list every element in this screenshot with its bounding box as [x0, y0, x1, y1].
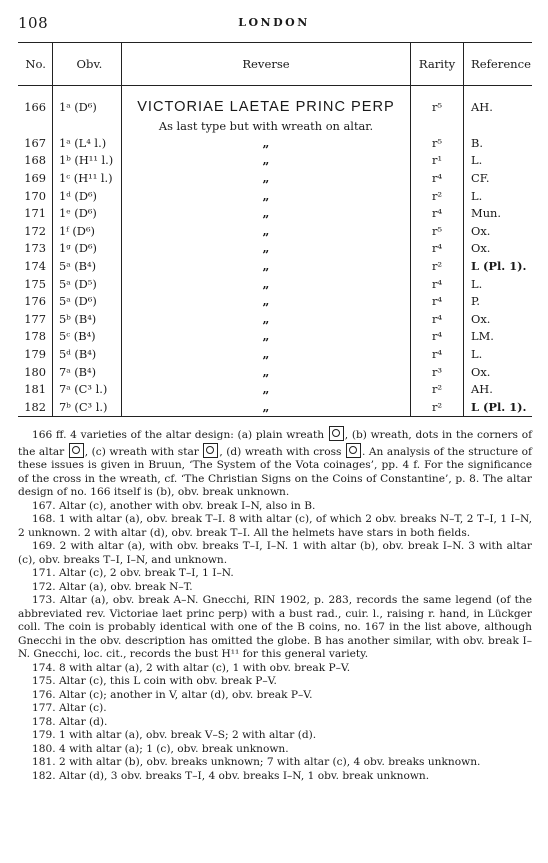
row-number: 169 [18, 169, 52, 187]
row-reverse-ditto: „ [121, 222, 410, 240]
row-reverse-ditto: „ [121, 134, 410, 152]
note-181: 181. 2 with altar (b), obv. breaks unknown; 7 with altar (c), 4 obv. breaks unknown. [32, 756, 481, 768]
table-body [18, 86, 532, 417]
row-rarity: r⁴ [411, 310, 464, 328]
note-174: 174. 8 with altar (a), 2 with altar (c), 1 with obv. break P–V. [32, 661, 351, 674]
row-rarity: r³ [411, 363, 464, 381]
row-obverse: 1ᶠ (D⁶) [52, 222, 121, 240]
row-reference: Ox. [471, 223, 491, 238]
col-header-reference: Reference [464, 43, 532, 86]
row-obverse: 1ᵉ (D⁶) [52, 204, 121, 222]
table-row [18, 222, 532, 240]
row-reverse-ditto: „ [121, 310, 410, 328]
row-reference: P. [471, 294, 481, 309]
row-obverse: 1ᵇ (H¹¹ l.) [52, 152, 121, 170]
row-rarity: r⁵ [411, 96, 464, 118]
row-reverse-ditto: „ [121, 328, 410, 346]
table-row [18, 187, 532, 205]
plain-wreath-icon [329, 426, 344, 441]
row-reference: L. [471, 153, 483, 168]
row-number: 177 [18, 310, 52, 328]
row-rarity: r⁵ [411, 222, 464, 240]
note-171: 171. Altar (c), 2 obv. break T–I, 1 I–N. [32, 567, 234, 579]
row-rarity: r⁴ [411, 240, 464, 258]
note-172: 172. Altar (a), obv. break N–T. [32, 580, 193, 593]
page-number: 108 [18, 14, 49, 32]
note-178: 178. Altar (d). [32, 715, 108, 728]
row-reference: B. [471, 135, 484, 150]
table-row [18, 380, 532, 398]
row-obverse: 5ᵈ (B⁴) [52, 345, 121, 363]
row-reference: Ox. [471, 364, 491, 379]
row-obverse: 7ᵃ (C³ l.) [52, 380, 121, 398]
note-180: 180. 4 with altar (a); 1 (c), obv. break unknown. [32, 742, 289, 755]
row-rarity-blank [411, 118, 464, 134]
note-166: 166 ff. 4 varieties of the altar design: (a) plain wreath , (b) wreath, dots in the corners of the altar , (c) wreath with star , (d) wreath with cross . An analysis of the structure of these issues is given in Bruun, ‘The System of the Vota coinages’, pp. 4 f. For the significance of the cross in the wreath, cf. ‘The Christian Signs on the Coins of Constantine’, p. 8. The altar design of no. 166 itself is (b), obv. break unknown. [18, 426, 532, 500]
wreath-cross-icon [346, 443, 361, 458]
table-row [18, 169, 532, 187]
note-176: 176. Altar (c); another in V, altar (d), obv. break P–V. [32, 688, 313, 701]
table-row [18, 240, 532, 258]
row-number: 167 [18, 134, 52, 152]
row-number: 182 [18, 398, 52, 416]
row-rarity: r⁴ [411, 169, 464, 187]
col-header-reverse: Reverse [121, 43, 410, 86]
row-rarity: r¹ [411, 152, 464, 170]
wreath-star-icon [203, 443, 218, 458]
row-reference: L. [471, 276, 483, 291]
row-rarity: r² [411, 380, 464, 398]
row-obverse: 5ᵃ (D⁵) [52, 275, 121, 293]
row-number: 174 [18, 257, 52, 275]
row-reference: L. [471, 346, 483, 361]
row-reference: Ox. [471, 311, 491, 326]
row-rarity: r⁴ [411, 275, 464, 293]
row-rarity: r⁴ [411, 345, 464, 363]
row-reference: L (Pl. 1). [471, 258, 527, 273]
row-number: 172 [18, 222, 52, 240]
col-header-no: No. [18, 43, 52, 86]
note-175: 175. Altar (c), this L coin with obv. break P–V. [32, 675, 277, 687]
row-obverse: 5ᵇ (B⁴) [52, 310, 121, 328]
row-reference: AH. [471, 382, 493, 397]
row-obverse: 5ᶜ (B⁴) [52, 328, 121, 346]
note-182: 182. Altar (d), 3 obv. breaks T–I, 4 obv. breaks I–N, 1 obv. break unknown. [32, 769, 430, 782]
page-header [18, 14, 530, 34]
row-reference: Mun. [471, 206, 501, 221]
row-number: 171 [18, 204, 52, 222]
row-reverse-ditto: „ [121, 380, 410, 398]
row-reverse-ditto: „ [121, 152, 410, 170]
table-subline-row [18, 118, 532, 134]
col-header-obv: Obv. [52, 43, 121, 86]
note-169: 169. 2 with altar (a), with obv. breaks T–I, I–N. 1 with altar (b), obv. break I–N. 3 with altar (c), obv. breaks T–I, I–N, and unknown. [18, 540, 532, 566]
row-obverse: 1ᶜ (H¹¹ l.) [52, 169, 121, 187]
wreath-dots-icon [69, 443, 84, 458]
row-number: 180 [18, 363, 52, 381]
row-reference: CF. [471, 170, 490, 185]
row-reverse-ditto: „ [121, 240, 410, 258]
row-rarity: r⁴ [411, 328, 464, 346]
note-168: 168. 1 with altar (a), obv. break T–I. 8 with altar (c), of which 2 obv. breaks N–T, 2 T–I, 1 I–N, 2 unknown. 2 with altar (d), obv. break T–I. All the helmets have stars in both fields. [18, 513, 532, 539]
commentary-notes [18, 426, 532, 783]
row-reverse-ditto: „ [121, 275, 410, 293]
row-reference: L. [471, 188, 483, 203]
table-row [18, 363, 532, 381]
table-row [18, 292, 532, 310]
row-reference: AH. [471, 100, 493, 114]
row-number: 166 [18, 96, 52, 118]
row-reverse-legend: VICTORIAE LAETAE PRINC PERP [121, 96, 410, 118]
note-173: 173. Altar (a), obv. break A–N. Gnecchi, RIN 1902, p. 283, records the same legend (of the abbreviated rev. Victoriae laet princ perp) with a bust rad., cuir. l., raising r. hand, in Lückger coll. The coin is probably identical with one of the B coins, no. 167 in the list above, although Gnecchi in the obv. description has omitted the globe. B has another similar, with obv. break I–N. Gnecchi, loc. cit., records the bust H¹¹ for this general variety. [18, 594, 532, 660]
row-obverse: 1ᵃ (L⁴ l.) [52, 134, 121, 152]
row-reverse-subline: As last type but with wreath on altar. [121, 118, 410, 134]
table-row [18, 134, 532, 152]
row-rarity: r⁴ [411, 292, 464, 310]
table-row [18, 96, 532, 118]
row-reverse-ditto: „ [121, 257, 410, 275]
table-row [18, 345, 532, 363]
table-row [18, 398, 532, 416]
row-obverse: 7ᵇ (C³ l.) [52, 398, 121, 416]
row-rarity: r² [411, 187, 464, 205]
table-row [18, 204, 532, 222]
col-header-rarity: Rarity [411, 43, 464, 86]
row-obverse: 1ᵍ (D⁶) [52, 240, 121, 258]
table-header-row [18, 43, 532, 86]
row-rarity: r² [411, 398, 464, 416]
row-reference-blank [464, 118, 532, 134]
note-179: 179. 1 with altar (a), obv. break V–S; 2 with altar (d). [32, 729, 317, 741]
table-row [18, 152, 532, 170]
row-number: 179 [18, 345, 52, 363]
row-reverse-ditto: „ [121, 292, 410, 310]
row-obverse: 5ᵃ (D⁶) [52, 292, 121, 310]
row-reference: LM. [471, 329, 494, 344]
note-177: 177. Altar (c). [32, 702, 107, 714]
running-title: LONDON [238, 16, 310, 29]
row-reverse-ditto: „ [121, 187, 410, 205]
row-reverse-ditto: „ [121, 169, 410, 187]
row-obverse: 5ᵃ (B⁴) [52, 257, 121, 275]
row-number: 173 [18, 240, 52, 258]
coin-table [18, 42, 532, 417]
row-number: 181 [18, 380, 52, 398]
row-obverse-blank [52, 118, 121, 134]
row-rarity: r² [411, 257, 464, 275]
row-reverse-ditto: „ [121, 345, 410, 363]
table-row [18, 275, 532, 293]
row-number: 168 [18, 152, 52, 170]
row-number: 176 [18, 292, 52, 310]
row-obverse: 1ᵃ (D⁶) [52, 96, 121, 118]
note-167: 167. Altar (c), another with obv. break I–N, also in B. [32, 499, 316, 512]
table-row [18, 310, 532, 328]
row-reference: Ox. [471, 241, 491, 256]
row-number: 175 [18, 275, 52, 293]
row-number: 170 [18, 187, 52, 205]
row-reverse-ditto: „ [121, 204, 410, 222]
row-obverse: 7ᵃ (B⁴) [52, 363, 121, 381]
table-row [18, 257, 532, 275]
table-row [18, 328, 532, 346]
row-reverse-ditto: „ [121, 398, 410, 416]
row-obverse: 1ᵈ (D⁶) [52, 187, 121, 205]
row-rarity: r⁴ [411, 204, 464, 222]
row-rarity: r⁵ [411, 134, 464, 152]
row-number: 178 [18, 328, 52, 346]
row-reference: L (Pl. 1). [464, 398, 532, 416]
row-reverse-ditto: „ [121, 363, 410, 381]
row-number-blank [18, 118, 52, 134]
